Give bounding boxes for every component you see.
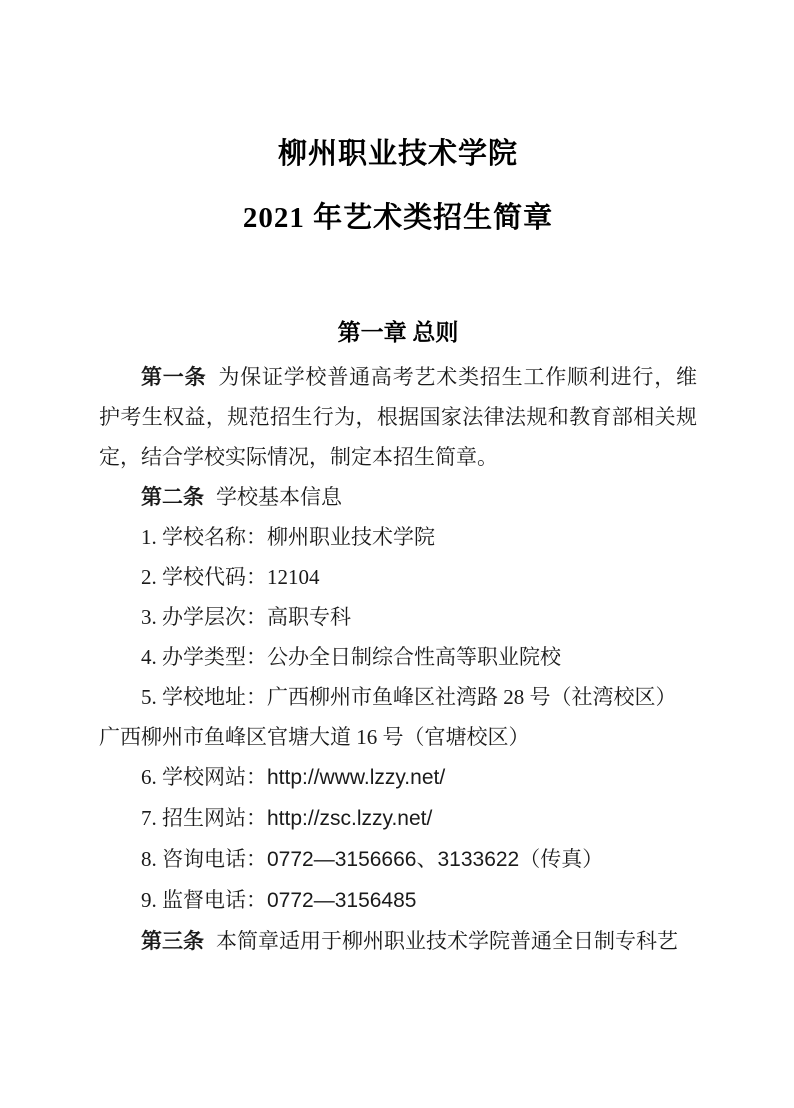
info-label: 9. 监督电话： (141, 888, 267, 912)
info-label: 5. 学校地址： (141, 685, 267, 709)
info-label: 7. 招生网站： (141, 806, 267, 830)
info-value: 高职专科 (267, 605, 351, 629)
article-1-label: 第一条 (141, 365, 207, 389)
chapter-heading: 第一章 总则 (337, 320, 459, 345)
info-value: 柳州职业技术学院 (267, 525, 435, 549)
info-label: 1. 学校名称： (141, 525, 267, 549)
info-line-school-code (99, 557, 697, 597)
article-3-paragraph (99, 921, 697, 961)
info-line-school-type (99, 637, 697, 677)
info-line-admissions-website (99, 798, 697, 839)
info-value: 12104 (267, 565, 320, 589)
info-label: 2. 学校代码： (141, 565, 267, 589)
info-line-education-level (99, 597, 697, 637)
article-3-label: 第三条 (141, 929, 204, 953)
info-line-school-website (99, 757, 697, 798)
info-line-address-2 (99, 717, 697, 757)
info-value: 广西柳州市鱼峰区社湾路 28 号（社湾校区） (267, 685, 677, 709)
document-body (99, 357, 697, 961)
info-line-address-1 (99, 677, 697, 717)
article-2-text: 学校基本信息 (216, 485, 342, 509)
info-line-supervise-phone (99, 880, 697, 921)
document-title: 柳州职业技术学院 (277, 138, 518, 170)
article-1-text: 为保证学校普通高考艺术类招生工作顺利进行，维护考生权益，规范招生行为，根据国家法律法规和教育部相关规定，结合学校实际情况，制定本招生简章。 (99, 365, 697, 469)
info-label: 6. 学校网站： (141, 765, 267, 789)
info-value-url: http://www.lzzy.net/ (267, 766, 446, 789)
article-3-text: 本简章适用于柳州职业技术学院普通全日制专科艺 (216, 929, 678, 953)
info-line-consult-phone (99, 839, 697, 880)
info-value-phone: 0772—3156485 (267, 889, 417, 912)
info-value: 公办全日制综合性高等职业院校 (267, 645, 561, 669)
info-label: 8. 咨询电话： (141, 847, 267, 871)
article-1-paragraph (99, 357, 697, 477)
info-value-url: http://zsc.lzzy.net/ (267, 807, 433, 830)
info-label: 4. 办学类型： (141, 645, 267, 669)
info-label: 3. 办学层次： (141, 605, 267, 629)
article-2-paragraph (99, 477, 697, 517)
document-subtitle: 2021 年艺术类招生简章 (242, 202, 554, 234)
article-2-label: 第二条 (141, 485, 204, 509)
info-value-phone: 0772—3156666、3133622（传真） (267, 848, 604, 871)
info-value: 广西柳州市鱼峰区官塘大道 16 号（官塘校区） (99, 725, 530, 749)
info-line-school-name (99, 517, 697, 557)
